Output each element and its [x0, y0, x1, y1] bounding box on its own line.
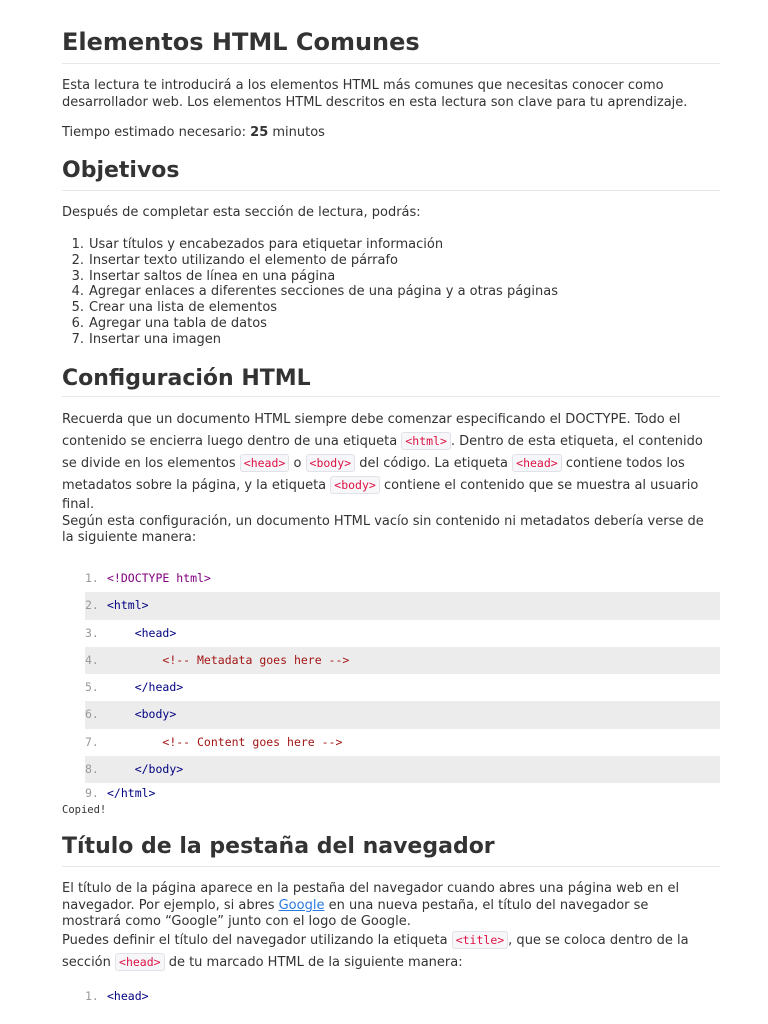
list-text: Agregar enlaces a diferentes secciones de una página y a otras páginas [89, 284, 559, 300]
inline-code: <head> [240, 454, 290, 472]
code-text: <body> [134, 707, 177, 722]
code-line [85, 647, 720, 674]
text-run: Puedes definir el título del navegador utilizando la etiqueta [62, 932, 452, 948]
list-number: 2. [71, 252, 84, 268]
code-line [85, 783, 720, 804]
text-run: metadatos sobre la página, y la etiqueta [62, 478, 331, 493]
paragraph-line: final. [62, 497, 95, 512]
code-text: <html> [107, 598, 149, 613]
objectives-list [62, 237, 558, 348]
objectives-heading: Objetivos [62, 158, 180, 183]
config-heading: Configuración HTML [62, 366, 311, 391]
code-text: <head> [107, 989, 149, 1003]
code-indent [107, 626, 135, 640]
line-number: 5. [85, 680, 99, 695]
list-number: 1. [71, 237, 84, 252]
code-line [85, 565, 720, 592]
objectives-lead: Después de completar esta sección de lectura, podrás: [62, 205, 421, 220]
config-divider [62, 396, 720, 397]
inline-code: <body> [330, 476, 380, 494]
paragraph-line: El título de la página aparece en la pestaña del navegador cuando abres una página web en el [62, 881, 680, 896]
tab-title-paragraph [62, 881, 722, 972]
list-text: Usar títulos y encabezados para etiquetar información [89, 237, 444, 252]
config-paragraph [62, 412, 722, 547]
code-line [85, 983, 720, 1010]
inline-code: <title> [452, 931, 508, 949]
line-number: 7. [85, 734, 99, 749]
code-text: </html> [107, 786, 156, 801]
code-line [85, 701, 720, 728]
inline-code: <body> [306, 454, 356, 472]
code-line [85, 592, 720, 619]
text-run: sección [62, 954, 116, 970]
google-link[interactable]: Google [278, 897, 325, 913]
list-text: Insertar texto utilizando el elemento de párrafo [89, 252, 399, 268]
code-line [85, 620, 720, 647]
text-run: , que se coloca dentro de la [508, 932, 689, 948]
text-run: contiene todos los [561, 456, 685, 471]
text-run: . Dentro de esta etiqueta, el contenido [450, 434, 703, 449]
code-text: <!DOCTYPE html> [107, 571, 211, 585]
code-indent [107, 735, 162, 749]
paragraph-line [62, 898, 722, 915]
inline-code: <head> [512, 454, 562, 472]
list-item [62, 284, 558, 300]
line-number: 1. [85, 571, 99, 585]
page-title: Elementos HTML Comunes [62, 28, 420, 56]
text-run: se divide en los elementos [62, 456, 240, 471]
code-indent [107, 680, 135, 694]
estimated-time-label: Tiempo estimado necesario: [62, 125, 251, 140]
text-run: de tu marcado HTML de la siguiente manera: [164, 954, 463, 970]
paragraph-line [62, 433, 722, 455]
code-indent [107, 707, 135, 721]
code-block[interactable] [85, 565, 720, 804]
list-text: Insertar saltos de línea en una página [89, 268, 336, 284]
tab-title-heading: Título de la pestaña del navegador [62, 834, 495, 859]
list-item [62, 316, 558, 332]
title-divider [62, 63, 720, 64]
text-run: o [289, 456, 306, 471]
inline-code: <head> [115, 953, 165, 971]
list-number: 4. [71, 284, 84, 300]
paragraph-line: Recuerda que un documento HTML siempre debe comenzar especificando el DOCTYPE. Todo el [62, 412, 681, 427]
paragraph-line [62, 953, 722, 972]
text-run: contiene el contenido que se muestra al usuario [379, 478, 699, 493]
line-number: 2. [85, 598, 99, 613]
estimated-time-value: 25 [250, 125, 269, 140]
inline-code: <html> [401, 432, 451, 450]
line-number: 9. [85, 786, 99, 801]
line-number: 1. [85, 989, 99, 1003]
copied-label: Copied! [62, 804, 107, 816]
list-item [62, 269, 558, 285]
estimated-time [62, 125, 325, 142]
paragraph-line [62, 455, 722, 477]
code-line [85, 729, 720, 756]
code-text: <head> [134, 625, 177, 640]
list-number: 7. [71, 331, 84, 347]
list-item [62, 300, 558, 316]
code-indent [107, 762, 135, 776]
list-item [62, 332, 558, 348]
intro-line: desarrollador web. Los elementos HTML descritos en esta lectura son clave para tu aprendizaje. [62, 94, 688, 110]
code-indent [107, 653, 162, 667]
list-number: 6. [71, 315, 84, 331]
paragraph-line: la siguiente manera: [62, 530, 197, 545]
code-text: </body> [134, 762, 184, 777]
code-line [85, 674, 720, 701]
line-number: 3. [85, 625, 99, 640]
code-text: </head> [134, 680, 184, 695]
line-number: 6. [85, 707, 99, 722]
list-item [62, 237, 558, 253]
code-block[interactable] [85, 983, 720, 1010]
code-text: <!-- Metadata goes here --> [162, 652, 350, 667]
text-run: contenido se encierra luego dentro de una etiqueta [62, 434, 402, 449]
list-number: 5. [71, 300, 84, 316]
code-line [85, 756, 720, 783]
paragraph-line [62, 931, 722, 953]
list-text: Agregar una tabla de datos [89, 315, 267, 331]
line-number: 8. [85, 762, 99, 777]
paragraph-line [62, 477, 722, 497]
text-run: del código. La etiqueta [355, 456, 513, 471]
paragraph-line: mostrará como “Google” junto con el logo de Google. [62, 914, 411, 929]
paragraph-line: Según esta configuración, un documento HTML vacío sin contenido ni metadatos debería verse de [62, 513, 704, 529]
text-run: navegador. Por ejemplo, si abres [62, 897, 279, 913]
objectives-divider [62, 190, 720, 191]
intro-line: Esta lectura te introducirá a los elementos HTML más comunes que necesitas conocer como [62, 78, 664, 93]
list-item [62, 253, 558, 269]
line-number: 4. [85, 652, 99, 667]
text-run: en una nueva pestaña, el título del navegador se [324, 897, 649, 913]
tab-title-divider [62, 866, 720, 867]
list-text: Crear una lista de elementos [89, 300, 278, 316]
code-text: <!-- Content goes here --> [162, 734, 343, 749]
estimated-time-unit: minutos [268, 125, 325, 140]
intro-paragraph [62, 78, 722, 111]
list-text: Insertar una imagen [89, 331, 222, 347]
list-number: 3. [71, 268, 84, 284]
